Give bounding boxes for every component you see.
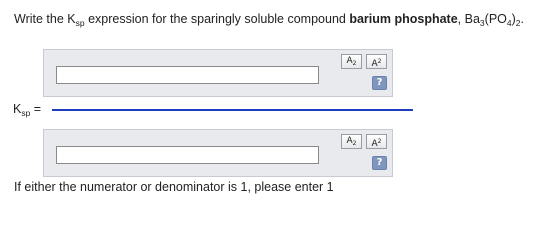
compound-name: barium phosphate	[349, 12, 458, 26]
phosphate-close: )	[511, 12, 516, 26]
superscript-button-base: A	[371, 139, 378, 149]
question-k-subscript: sp	[75, 18, 85, 28]
superscript-button-base: A	[371, 59, 378, 69]
subscript-button-mark: 2	[352, 140, 357, 147]
instruction-note: If either the numerator or denominator is 1, please enter 1	[14, 180, 334, 194]
numerator-superscript-button[interactable]	[366, 54, 387, 69]
subscript-button-base: A	[346, 136, 353, 146]
denominator-input[interactable]	[56, 146, 319, 164]
question-text	[14, 12, 524, 28]
ksp-equals: =	[30, 102, 42, 116]
numerator-input[interactable]	[56, 66, 319, 84]
question-prefix: Write the K	[14, 12, 76, 26]
denominator-superscript-button[interactable]	[366, 134, 387, 149]
question-separator: , Ba	[457, 12, 480, 26]
numerator-help-icon[interactable]: ?	[372, 76, 387, 90]
denominator-box	[43, 129, 393, 177]
phosphate-open: (PO	[484, 12, 507, 26]
ksp-subscript: sp	[21, 108, 31, 118]
outer-subscript: 2	[515, 18, 521, 28]
question-end: .	[520, 12, 525, 26]
superscript-button-mark: 2	[377, 138, 382, 145]
numerator-box	[43, 49, 393, 97]
po-subscript: 4	[506, 18, 512, 28]
superscript-button-mark: 2	[377, 58, 382, 65]
subscript-button-mark: 2	[352, 60, 357, 67]
ksp-k: K	[13, 102, 22, 116]
fraction-bar	[52, 109, 413, 111]
subscript-button-base: A	[346, 56, 353, 66]
denominator-subscript-button[interactable]	[341, 134, 362, 149]
numerator-subscript-button[interactable]	[341, 54, 362, 69]
denominator-help-icon[interactable]: ?	[372, 156, 387, 170]
ksp-label	[13, 102, 41, 118]
ba-subscript: 3	[479, 18, 485, 28]
question-middle: expression for the sparingly soluble compound	[84, 12, 350, 26]
